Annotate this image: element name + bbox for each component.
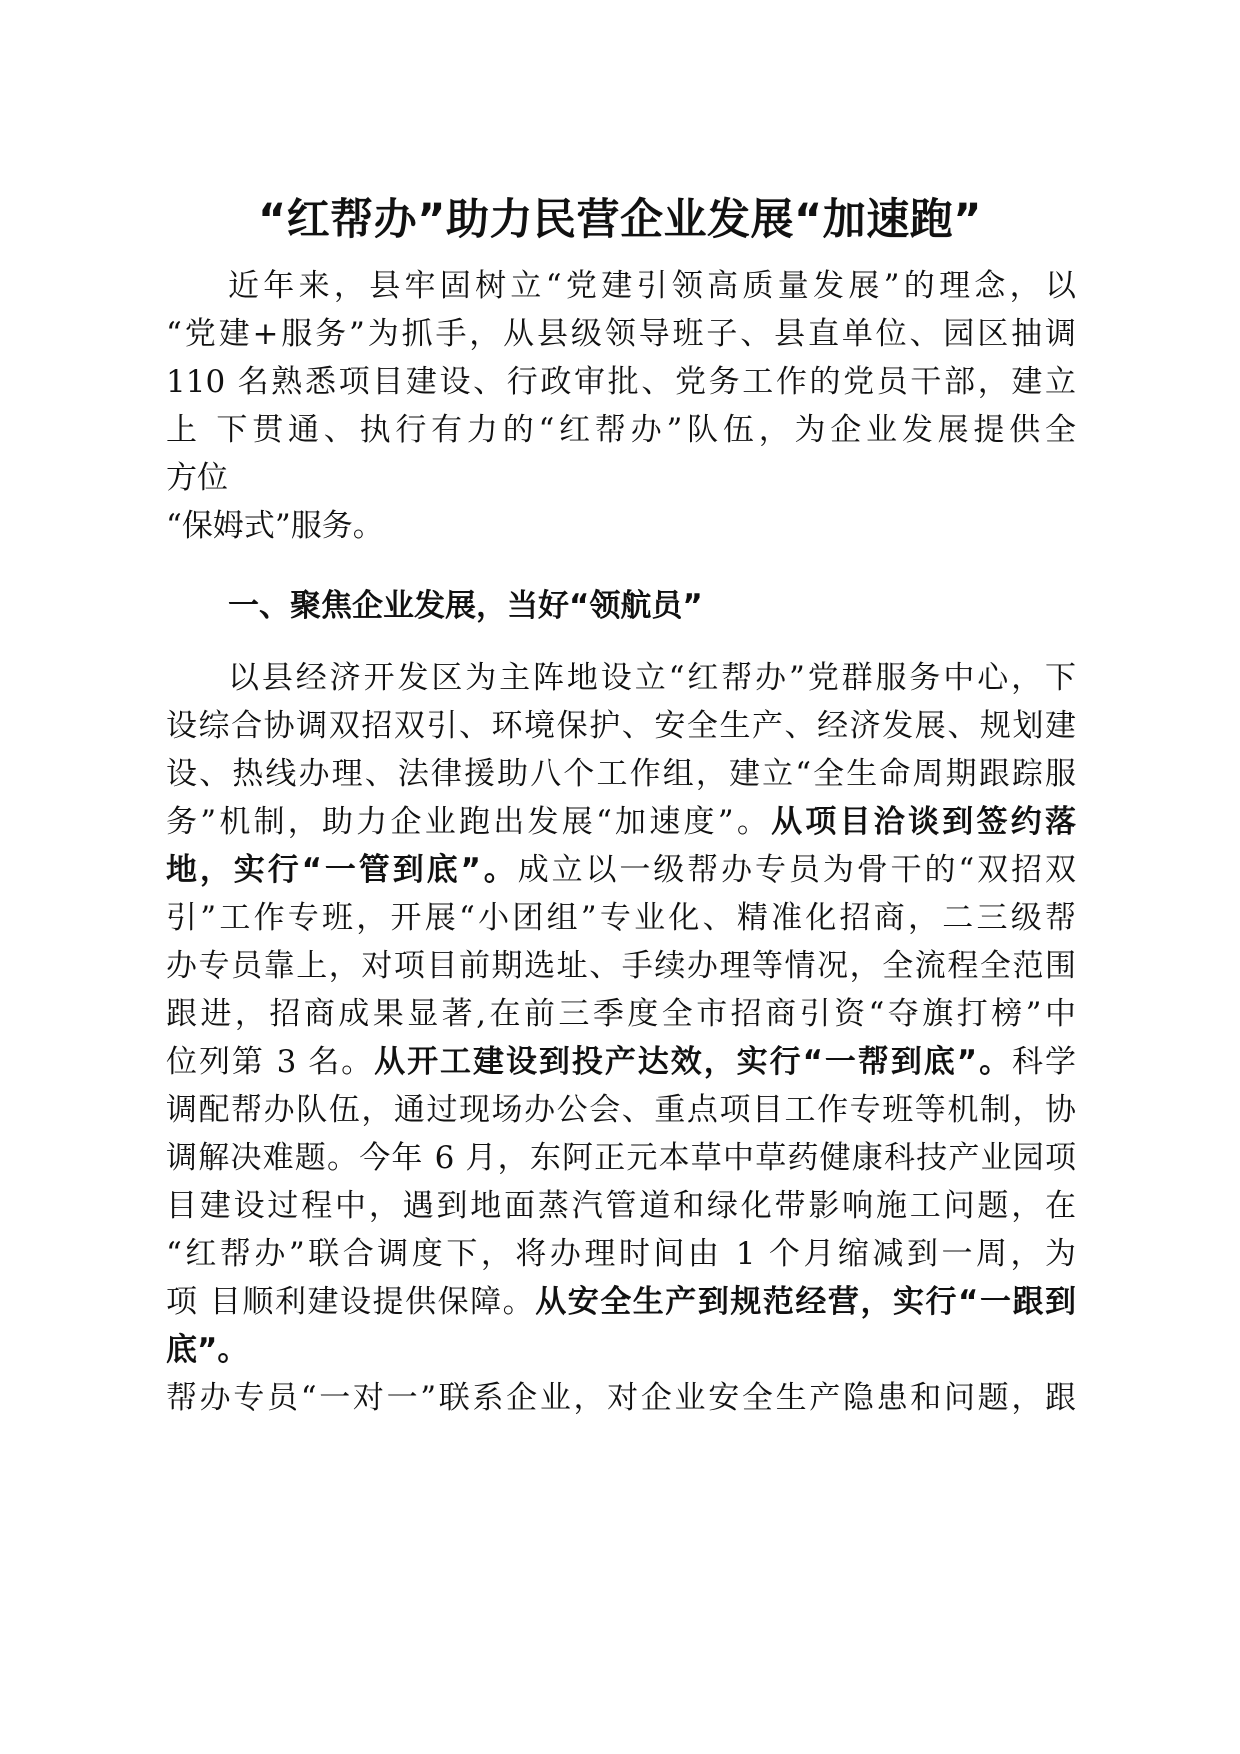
section-line-11: 调解决难题。今年 6 月，东阿正元本草中草药健康科技产业园项 [166, 1140, 1076, 1176]
section-line-4-text: 务”机制，助力企业跑出发展“加速度”。 [166, 804, 772, 840]
intro-line-2: “党建+服务”为抓手，从县级领导班子、县直单位、园区抽调 [166, 316, 1076, 352]
section-line-6: 引”工作专班，开展“小团组”专业化、精准化招商，二三级帮 [166, 900, 1076, 936]
section-line-9-bold: 从开工建设到投产达效，实行“一帮到底”。 [374, 1044, 1013, 1080]
section-line-14-text: 项 目顺利建设提供保障。 [166, 1284, 536, 1320]
section-heading: 一、聚焦企业发展，当好“领航员” [228, 588, 703, 624]
section-line-4 [166, 798, 1076, 846]
section-line-16: 帮办专员“一对一”联系企业，对企业安全生产隐患和问题，跟 [166, 1380, 1076, 1416]
document-title: “红帮办”助力民营企业发展“加速跑” [257, 195, 983, 245]
section-line-10: 调配帮办队伍，通过现场办公会、重点项目工作专班等机制，协 [166, 1092, 1076, 1128]
intro-line-6: “保姆式”服务。 [166, 508, 384, 544]
section-line-3: 设、热线办理、法律援助八个工作组，建立“全生命周期跟踪服 [166, 756, 1076, 792]
section-line-5-bold: 地，实行“一管到底”。 [166, 852, 518, 888]
intro-paragraph [166, 262, 1076, 550]
intro-line-5: 方位 [166, 460, 228, 496]
section-line-9 [166, 1038, 1076, 1086]
section-line-8: 跟进，招商成果显著,在前三季度全市招商引资“夺旗打榜”中 [166, 996, 1076, 1032]
section-line-14 [166, 1278, 1076, 1326]
section-line-1: 以县经济开发区为主阵地设立“红帮办”党群服务中心，下 [228, 660, 1076, 696]
section-line-7: 办专员靠上，对项目前期选址、手续办理等情况，全流程全范围 [166, 948, 1076, 984]
section-line-5-text: 成立以一级帮办专员为骨干的“双招双 [517, 852, 1076, 888]
intro-line-1: 近年来，县牢固树立“党建引领高质量发展”的理念，以 [228, 268, 1076, 304]
section-paragraph [166, 654, 1076, 1422]
intro-line-4: 上 下贯通、执行有力的“红帮办”队伍，为企业发展提供全 [166, 412, 1076, 448]
section-line-5 [166, 846, 1076, 894]
section-line-13: “红帮办”联合调度下，将办理时间由 1 个月缩减到一周，为 [166, 1236, 1076, 1272]
section-line-15 [166, 1326, 1076, 1374]
section-line-12: 目建设过程中，遇到地面蒸汽管道和绿化带影响施工问题，在 [166, 1188, 1076, 1224]
section-line-4-bold: 从项目洽谈到签约落 [771, 804, 1076, 840]
section-line-15-bold: 底”。 [166, 1332, 249, 1368]
section-line-9-text: 位列第 3 名。 [166, 1044, 375, 1080]
section-line-2: 设综合协调双招双引、环境保护、安全生产、经济发展、规划建 [166, 708, 1076, 744]
intro-line-3: 110 名熟悉项目建设、行政审批、党务工作的党员干部，建立 [166, 364, 1076, 400]
section-line-14-bold: 从安全生产到规范经营，实行“一跟到 [535, 1284, 1076, 1320]
section-line-9-tail: 科学 [1012, 1044, 1076, 1080]
